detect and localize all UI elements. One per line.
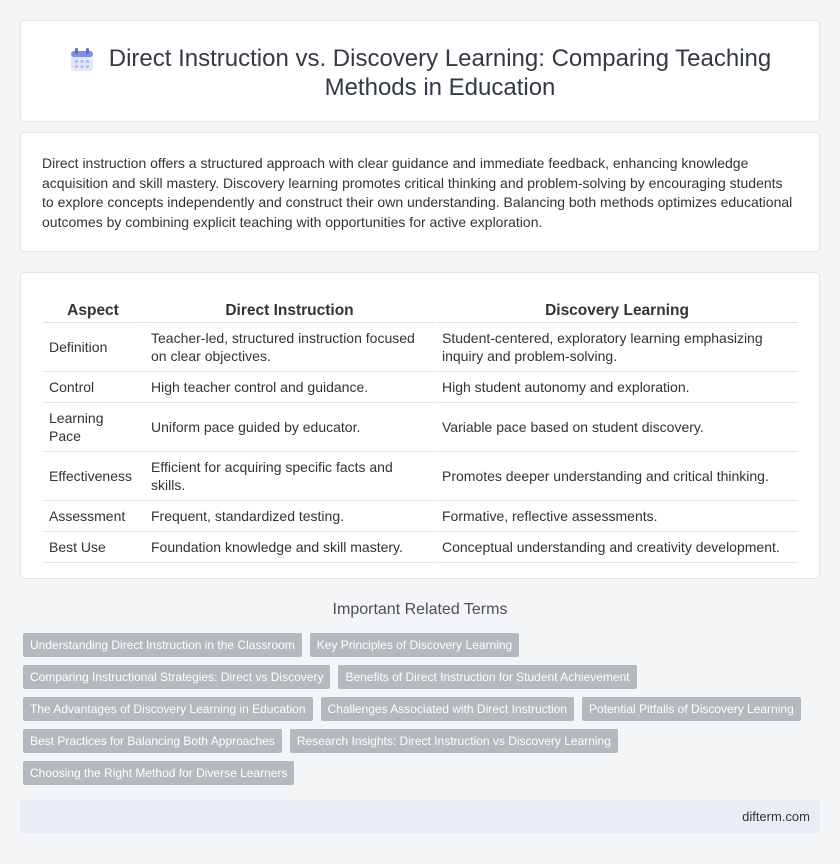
header-card [20,20,820,122]
related-term-tag[interactable]: Key Principles of Discovery Learning [310,633,519,657]
cell-direct: Foundation knowledge and skill mastery. [144,531,435,562]
cell-aspect: Learning Pace [43,402,144,451]
cell-direct: High teacher control and guidance. [144,371,435,402]
cell-direct: Frequent, standardized testing. [144,500,435,531]
column-header-direct-instruction: Direct Instruction [144,297,435,322]
related-term-tag[interactable]: Challenges Associated with Direct Instruction [321,697,574,721]
cell-discovery: Conceptual understanding and creativity development. [435,531,798,562]
summary-card [20,132,820,252]
related-term-tag[interactable]: Potential Pitfalls of Discovery Learning [582,697,801,721]
cell-aspect: Best Use [43,531,144,562]
table-row [43,322,798,371]
related-term-tag[interactable]: The Advantages of Discovery Learning in Education [23,697,313,721]
related-term-tag[interactable]: Research Insights: Direct Instruction vs Discovery Learning [290,729,618,753]
cell-direct: Uniform pace guided by educator. [144,402,435,451]
related-term-tag[interactable]: Choosing the Right Method for Diverse Learners [23,761,294,785]
related-term-tag[interactable]: Best Practices for Balancing Both Approaches [23,729,282,753]
column-header-aspect: Aspect [43,297,144,322]
cell-discovery: Variable pace based on student discovery. [435,402,798,451]
summary-text: Direct instruction offers a structured approach with clear guidance and immediate feedback, enhancing knowledge acquisition and skill mastery. Discovery learning promotes critical thinking and problem-solving by encouraging students to explore concepts independently and construct their own understanding. Balancing both methods optimizes educational outcomes by combining explicit teaching with opportunities for active exploration. [42,155,793,230]
cell-direct: Efficient for acquiring specific facts and skills. [144,451,435,500]
footer [20,800,820,833]
cell-discovery: High student autonomy and exploration. [435,371,798,402]
table-row [43,531,798,562]
cell-discovery: Student-centered, exploratory learning emphasizing inquiry and problem-solving. [435,322,798,371]
cell-aspect: Effectiveness [43,451,144,500]
cell-direct: Teacher-led, structured instruction focused on clear objectives. [144,322,435,371]
cell-aspect: Assessment [43,500,144,531]
related-term-tag[interactable]: Comparing Instructional Strategies: Direct vs Discovery [23,665,330,689]
table-row [43,500,798,531]
table-row [43,451,798,500]
related-terms-heading: Important Related Terms [332,601,508,618]
comparison-table-card [20,272,820,579]
footer-site-link[interactable]: difterm.com [742,809,810,824]
table-header-row [43,297,798,322]
comparison-table [43,297,798,563]
related-term-tag[interactable]: Understanding Direct Instruction in the Classroom [23,633,302,657]
related-term-tag[interactable]: Benefits of Direct Instruction for Student Achievement [338,665,636,689]
cell-discovery: Promotes deeper understanding and critical thinking. [435,451,798,500]
table-row [43,402,798,451]
related-terms-list [23,633,823,785]
cell-discovery: Formative, reflective assessments. [435,500,798,531]
cell-aspect: Definition [43,322,144,371]
table-row [43,371,798,402]
cell-aspect: Control [43,371,144,402]
column-header-discovery-learning: Discovery Learning [435,297,798,322]
page-title: Direct Instruction vs. Discovery Learning: Comparing Teaching Methods in Education [108,45,772,101]
